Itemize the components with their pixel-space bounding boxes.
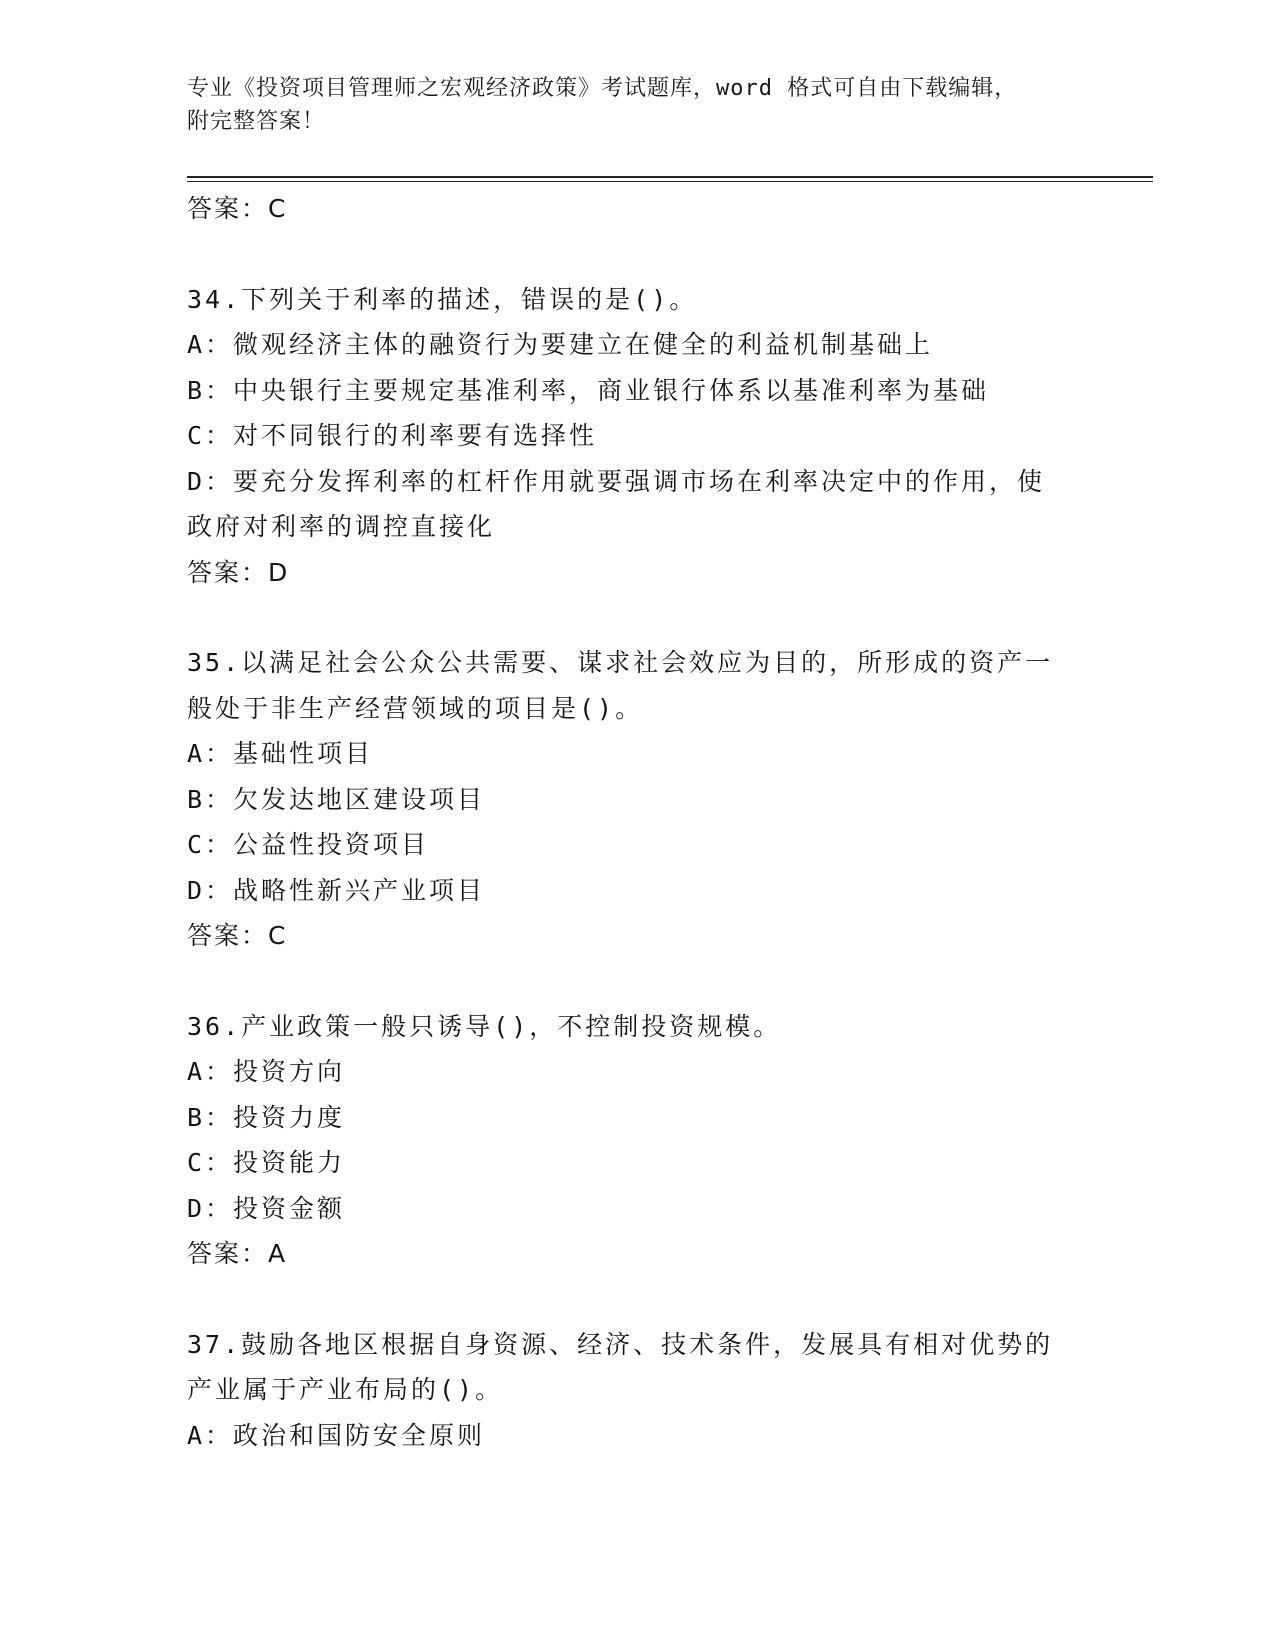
question-text: 36.产业政策一般只诱导()，不控制投资规模。 (187, 1011, 782, 1041)
option-d: D：要充分发挥利率的杠杆作用就要强调市场在利率决定中的作用，使政府对利率的调控直接化 (187, 466, 1046, 541)
answer-line: 答案：D (187, 557, 290, 587)
question-block-35 (187, 640, 1067, 959)
option-c: C：公益性投资项目 (187, 830, 430, 859)
option-b: B：中央银行主要规定基准利率，商业银行体系以基准利率为基础 (187, 375, 990, 405)
option-d: D：投资金额 (187, 1193, 346, 1223)
question-block-36 (187, 1004, 1067, 1277)
header-divider-thick (187, 176, 1153, 178)
option-a: A：微观经济主体的融资行为要建立在健全的利益机制基础上 (187, 330, 934, 359)
option-b: B：投资力度 (187, 1102, 346, 1132)
option-c: C：对不同银行的利率要有选择性 (187, 421, 598, 450)
header-divider-thin (187, 181, 1153, 182)
option-c: C：投资能力 (187, 1148, 346, 1177)
spacer (187, 595, 1067, 640)
answer-line: 答案：C (187, 194, 288, 223)
header-line-1: 专业《投资项目管理师之宏观经济政策》考试题库，word 格式可自由下载编辑， (187, 76, 1018, 101)
answer-line: 答案：C (187, 921, 288, 950)
spacer (187, 959, 1067, 1004)
question-text: 34.下列关于利率的描述，错误的是()。 (187, 284, 698, 314)
spacer (187, 232, 1067, 277)
option-a: A：投资方向 (187, 1057, 346, 1086)
question-content (187, 186, 1067, 1458)
document-header (187, 72, 1067, 138)
question-block-37 (187, 1322, 1067, 1459)
answer-line: 答案：A (187, 1239, 288, 1268)
question-block-34 (187, 277, 1067, 596)
option-a: A：基础性项目 (187, 739, 374, 768)
header-line-2: 附完整答案！ (187, 109, 326, 134)
option-a: A：政治和国防安全原则 (187, 1420, 486, 1450)
option-b: B：欠发达地区建设项目 (187, 784, 486, 814)
question-text: 37.鼓励各地区根据自身资源、经济、技术条件，发展具有相对优势的产业属于产业布局的()。 (187, 1329, 1054, 1404)
spacer (187, 1277, 1067, 1322)
question-text: 35.以满足社会公众公共需要、谋求社会效应为目的，所形成的资产一般处于非生产经营领域的项目是()。 (187, 648, 1054, 723)
option-d: D：战略性新兴产业项目 (187, 875, 486, 905)
